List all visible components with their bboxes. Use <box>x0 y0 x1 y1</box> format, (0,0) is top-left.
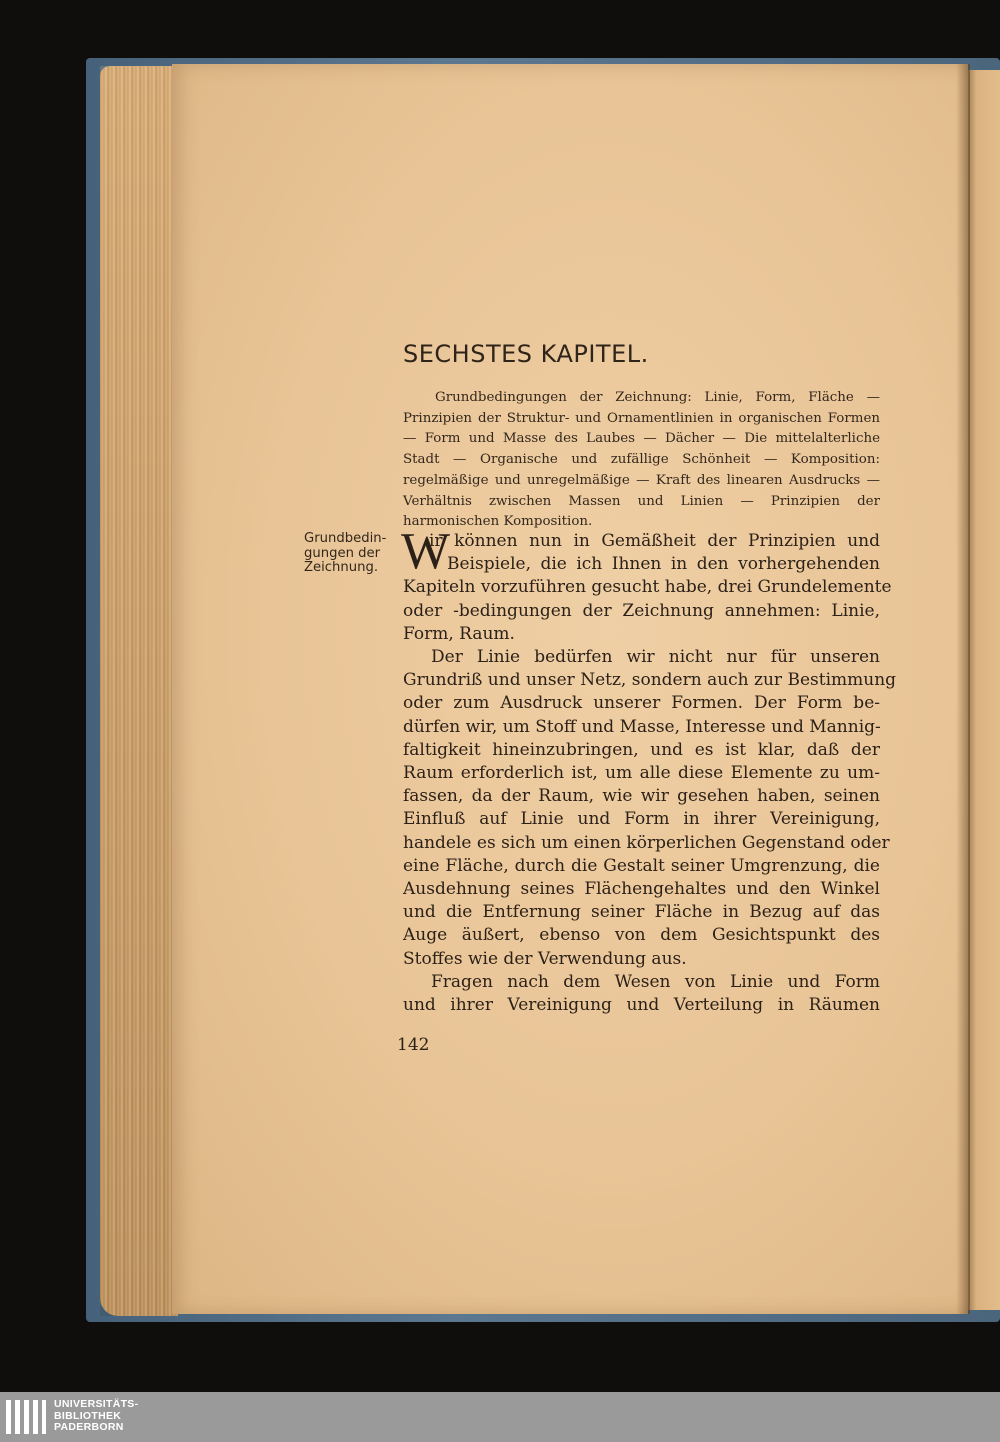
margin-note <box>304 532 390 576</box>
text-line: oder zum Ausdruck unserer Formen. Der Form be- <box>403 693 880 714</box>
text-line: oder -bedingungen der Zeichnung annehmen: Linie, <box>403 600 880 621</box>
chapter-summary: Grundbedingungen der Zeichnung: Linie, Form, Fläche — Prinzipien der Struktur- und Ornamentlinien in organischen Formen — Form und Masse des Laubes — Dächer — Die mittelalterliche Stadt — Organische und zufällige Schönheit — Komposition: regelmäßige und unregelmäßige — Kraft des linearen Ausdrucks — Verhältnis zwischen Massen und Linien — Prinzipien der harmonischen Komposition. <box>403 390 880 530</box>
text-line: Einfluß auf Linie und Form in ihrer Vereinigung, <box>403 809 880 830</box>
margin-note-line: gungen der <box>304 545 381 561</box>
text-line: Stoffes wie der Verwendung aus. <box>403 948 687 969</box>
chapter-title: SECHSTES KAPITEL. <box>403 340 649 368</box>
body-text <box>401 523 897 1017</box>
text-line: Beispiele, die ich Ihnen in den vorhergehenden <box>447 554 880 575</box>
first-paragraph-start <box>401 523 880 580</box>
text-line: Der Linie bedürfen wir nicht nur für unseren <box>431 647 880 668</box>
barcode-bars-icon <box>6 1400 48 1434</box>
text-line: und die Entfernung seiner Fläche in Bezug auf das <box>403 902 880 923</box>
logo-line: UNIVERSITÄTS- <box>54 1398 139 1410</box>
margin-note-line: Zeichnung. <box>304 560 379 575</box>
text-line: Grundriß und unser Netz, sondern auch zur Bestimmung <box>403 670 897 691</box>
text-line: handele es sich um einen körperlichen Gegenstand oder <box>403 832 890 853</box>
footer-bar <box>0 1392 1000 1442</box>
text-line: Auge äußert, ebenso von dem Gesichtspunkt des <box>403 925 880 946</box>
text-line: und ihrer Vereinigung und Verteilung in Räumen <box>403 995 880 1016</box>
margin-note-line: Grundbedin- <box>304 531 387 546</box>
text-line: Fragen nach dem Wesen von Linie und Form <box>431 971 880 992</box>
text-line: eine Fläche, durch die Gestalt seiner Umgrenzung, die <box>403 855 880 876</box>
library-logo-text <box>54 1399 138 1434</box>
text-line: ir können nun in Gemäßheit der Prinzipien und <box>429 531 880 551</box>
text-line: Ausdehnung seines Flächengehaltes und den Winkel <box>403 879 880 900</box>
text-line: fassen, da der Raum, wie wir gesehen haben, seinen <box>403 786 880 807</box>
page-edges <box>100 66 178 1316</box>
text-line: Kapiteln vorzuführen gesucht habe, drei Grundelemente <box>403 577 892 598</box>
logo-line: PADERBORN <box>54 1421 124 1433</box>
text-line: Form, Raum. <box>403 623 515 644</box>
drop-cap: W <box>401 523 451 580</box>
text-line: Raum erforderlich ist, um alle diese Elemente zu um- <box>403 763 880 784</box>
page-number: 142 <box>397 1035 430 1055</box>
text-line: faltigkeit hineinzubringen, und es ist klar, daß der <box>403 739 880 760</box>
logo-line: BIBLIOTHEK <box>54 1409 122 1422</box>
text-line: dürfen wir, um Stoff und Masse, Interesse und Mannig- <box>403 716 881 737</box>
page-gutter <box>956 64 970 1314</box>
